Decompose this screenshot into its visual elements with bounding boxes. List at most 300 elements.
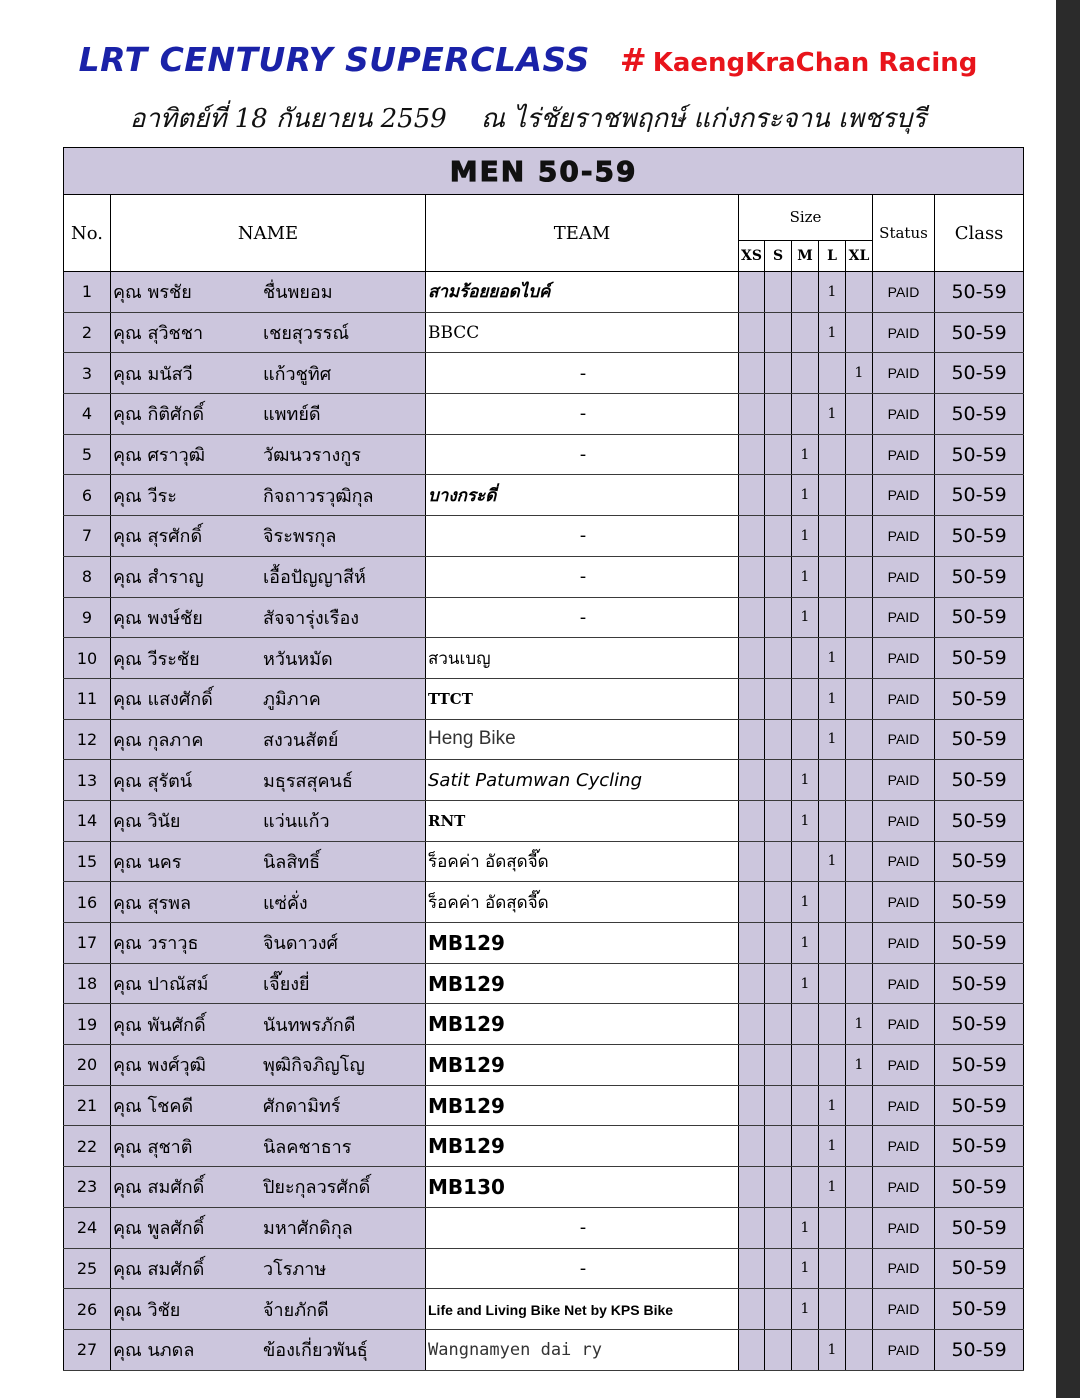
row-number: 24 — [64, 1207, 111, 1248]
class-cell: 50-59 — [935, 678, 1024, 719]
team-name: Satit Patumwan Cycling — [428, 769, 643, 791]
size-s-cell — [765, 1126, 792, 1167]
table-row — [64, 1167, 1024, 1208]
size-m-cell: 1 — [792, 434, 819, 475]
rider-name — [111, 800, 426, 841]
class-cell: 50-59 — [935, 1004, 1024, 1045]
class-cell: 50-59 — [935, 434, 1024, 475]
size-xl-cell — [846, 841, 873, 882]
class-cell: 50-59 — [935, 1329, 1024, 1370]
size-l-cell — [819, 1207, 846, 1248]
size-xl-cell — [846, 312, 873, 353]
last-name: แว่นแก้ว — [263, 811, 330, 833]
row-number: 25 — [64, 1248, 111, 1289]
last-name: แก้วชูทิศ — [263, 363, 332, 385]
last-name: เจี๊ยงยี่ — [263, 974, 310, 996]
rider-name — [111, 1329, 426, 1370]
first-name: คุณ มนัสวี — [113, 363, 193, 385]
last-name: จ้ายภักดี — [263, 1299, 329, 1321]
size-s-cell — [765, 678, 792, 719]
col-header-size: Size — [739, 195, 873, 241]
size-l-cell: 1 — [819, 678, 846, 719]
row-number: 8 — [64, 556, 111, 597]
size-m-cell: 1 — [792, 923, 819, 964]
team-name: MB130 — [428, 1174, 505, 1199]
size-l-cell — [819, 963, 846, 1004]
team-name: MB129 — [428, 971, 505, 996]
size-xs-cell — [739, 434, 765, 475]
class-cell: 50-59 — [935, 1085, 1024, 1126]
table-row — [64, 1207, 1024, 1248]
size-m-cell: 1 — [792, 963, 819, 1004]
class-cell: 50-59 — [935, 882, 1024, 923]
team-cell — [426, 923, 739, 964]
size-s-cell — [765, 556, 792, 597]
team-name: - — [579, 606, 587, 628]
hashtag-symbol: # — [619, 41, 647, 79]
row-number: 18 — [64, 963, 111, 1004]
size-s-cell — [765, 597, 792, 638]
row-number: 17 — [64, 923, 111, 964]
rider-name — [111, 963, 426, 1004]
last-name: มหาศักดิกุล — [263, 1218, 353, 1240]
first-name: คุณ สุวิชชา — [113, 323, 204, 345]
team-cell — [426, 1329, 739, 1370]
size-xl-cell — [846, 1289, 873, 1330]
table-row — [64, 800, 1024, 841]
size-m-cell — [792, 394, 819, 435]
size-xl-cell — [846, 597, 873, 638]
size-xl-cell: 1 — [846, 353, 873, 394]
col-header-status: Status — [873, 195, 935, 272]
size-xl-cell — [846, 963, 873, 1004]
first-name: คุณ นภดล — [113, 1340, 195, 1362]
first-name: คุณ วราวุธ — [113, 933, 199, 955]
rider-name — [111, 923, 426, 964]
row-number: 23 — [64, 1167, 111, 1208]
size-xs-cell — [739, 1289, 765, 1330]
size-s-cell — [765, 1248, 792, 1289]
size-xs-cell — [739, 760, 765, 801]
last-name: สงวนสัตย์ — [263, 729, 339, 751]
size-s-cell — [765, 1207, 792, 1248]
size-header-l: L — [819, 240, 846, 271]
first-name: คุณ สุรัตน์ — [113, 770, 193, 792]
last-name: ชื่นพยอม — [263, 282, 333, 304]
team-cell — [426, 1207, 739, 1248]
table-row — [64, 760, 1024, 801]
rider-name — [111, 1167, 426, 1208]
first-name: คุณ พงษ์ชัย — [113, 607, 203, 629]
size-xs-cell — [739, 800, 765, 841]
row-number: 27 — [64, 1329, 111, 1370]
size-xl-cell — [846, 1207, 873, 1248]
class-cell: 50-59 — [935, 312, 1024, 353]
last-name: วัฒนวรางกูร — [263, 445, 361, 467]
size-l-cell — [819, 923, 846, 964]
size-xs-cell — [739, 719, 765, 760]
size-l-cell — [819, 1045, 846, 1086]
size-xl-cell — [846, 638, 873, 679]
table-row — [64, 434, 1024, 475]
first-name: คุณ วิชัย — [113, 1299, 181, 1321]
size-l-cell — [819, 353, 846, 394]
size-xs-cell — [739, 1085, 765, 1126]
status-cell: PAID — [873, 1167, 935, 1208]
size-l-cell — [819, 760, 846, 801]
team-name: MB129 — [428, 1052, 505, 1077]
rider-name — [111, 841, 426, 882]
class-cell: 50-59 — [935, 556, 1024, 597]
team-cell — [426, 475, 739, 516]
size-xs-cell — [739, 963, 765, 1004]
size-s-cell — [765, 394, 792, 435]
team-name: - — [579, 1217, 587, 1239]
class-cell: 50-59 — [935, 597, 1024, 638]
size-s-cell — [765, 1045, 792, 1086]
status-cell: PAID — [873, 312, 935, 353]
table-row — [64, 882, 1024, 923]
team-cell — [426, 1126, 739, 1167]
size-xl-cell — [846, 1167, 873, 1208]
size-header-s: S — [765, 240, 792, 271]
rider-name — [111, 678, 426, 719]
size-xs-cell — [739, 638, 765, 679]
team-cell — [426, 841, 739, 882]
size-m-cell — [792, 678, 819, 719]
size-xs-cell — [739, 516, 765, 557]
rider-name — [111, 312, 426, 353]
team-cell — [426, 800, 739, 841]
table-row — [64, 1289, 1024, 1330]
team-cell — [426, 1289, 739, 1330]
size-xl-cell — [846, 475, 873, 516]
size-l-cell — [819, 800, 846, 841]
team-cell — [426, 1004, 739, 1045]
row-number: 7 — [64, 516, 111, 557]
last-name: ศักดามิทร์ — [263, 1096, 341, 1118]
size-xl-cell — [846, 434, 873, 475]
row-number: 3 — [64, 353, 111, 394]
table-row — [64, 1004, 1024, 1045]
rider-name — [111, 516, 426, 557]
size-s-cell — [765, 272, 792, 313]
rider-name — [111, 1289, 426, 1330]
last-name: เชยสุวรรณ์ — [263, 323, 350, 345]
size-l-cell — [819, 597, 846, 638]
status-cell: PAID — [873, 800, 935, 841]
size-m-cell — [792, 1329, 819, 1370]
size-s-cell — [765, 760, 792, 801]
first-name: คุณ โชคดี — [113, 1096, 194, 1118]
first-name: คุณ วินัย — [113, 811, 181, 833]
rider-name — [111, 272, 426, 313]
row-number: 26 — [64, 1289, 111, 1330]
size-l-cell — [819, 1289, 846, 1330]
row-number: 20 — [64, 1045, 111, 1086]
rider-name — [111, 1004, 426, 1045]
first-name: คุณ นคร — [113, 851, 182, 873]
team-cell — [426, 963, 739, 1004]
size-m-cell: 1 — [792, 882, 819, 923]
size-xl-cell — [846, 923, 873, 964]
rider-name — [111, 394, 426, 435]
status-cell: PAID — [873, 638, 935, 679]
team-cell — [426, 434, 739, 475]
size-xl-cell — [846, 394, 873, 435]
table-row — [64, 923, 1024, 964]
first-name: คุณ วีระ — [113, 485, 177, 507]
last-name: นันทพรภักดี — [263, 1014, 356, 1036]
hashtag-text: KaengKraChan Racing — [652, 48, 978, 78]
status-cell: PAID — [873, 1004, 935, 1045]
last-name: พุฒิกิจภิญโญ — [263, 1055, 365, 1077]
class-cell: 50-59 — [935, 394, 1024, 435]
last-name: กิจถาวรวุฒิกุล — [263, 485, 374, 507]
team-name: RNT — [428, 812, 466, 831]
event-date: อาทิตย์ที่ 18 กันยายน 2559 — [129, 104, 447, 134]
row-number: 6 — [64, 475, 111, 516]
team-cell — [426, 760, 739, 801]
row-number: 9 — [64, 597, 111, 638]
last-name: แพทย์ดี — [263, 404, 321, 426]
size-xs-cell — [739, 1045, 765, 1086]
last-name: เอื้อปัญญาสีห์ — [263, 567, 366, 589]
row-number: 11 — [64, 678, 111, 719]
class-cell: 50-59 — [935, 475, 1024, 516]
rider-name — [111, 882, 426, 923]
team-cell — [426, 353, 739, 394]
first-name: คุณ กิติศักดิ์ — [113, 404, 205, 426]
status-cell: PAID — [873, 1045, 935, 1086]
last-name: นิลสิทธิ์ — [263, 851, 321, 873]
size-xl-cell — [846, 1085, 873, 1126]
header-title-row — [0, 40, 1056, 79]
status-cell: PAID — [873, 394, 935, 435]
size-xl-cell — [846, 516, 873, 557]
team-name: Heng Bike — [428, 728, 516, 750]
event-subtitle — [0, 98, 1056, 139]
team-name: MB129 — [428, 1093, 505, 1118]
row-number: 21 — [64, 1085, 111, 1126]
table-row — [64, 556, 1024, 597]
team-name: BBCC — [428, 323, 480, 344]
last-name: จิระพรกุล — [263, 526, 337, 548]
size-header-m: M — [792, 240, 819, 271]
size-s-cell — [765, 312, 792, 353]
status-cell: PAID — [873, 353, 935, 394]
team-cell — [426, 312, 739, 353]
last-name: นิลคชาธาร — [263, 1136, 352, 1158]
team-cell — [426, 1085, 739, 1126]
size-s-cell — [765, 638, 792, 679]
first-name: คุณ สำราญ — [113, 567, 204, 589]
status-cell: PAID — [873, 556, 935, 597]
size-m-cell: 1 — [792, 597, 819, 638]
rider-name — [111, 597, 426, 638]
team-name: MB129 — [428, 930, 505, 955]
team-cell — [426, 394, 739, 435]
size-l-cell: 1 — [819, 1167, 846, 1208]
size-m-cell: 1 — [792, 516, 819, 557]
class-cell: 50-59 — [935, 841, 1024, 882]
row-number: 4 — [64, 394, 111, 435]
size-xs-cell — [739, 312, 765, 353]
size-m-cell — [792, 1126, 819, 1167]
table-row — [64, 678, 1024, 719]
status-cell: PAID — [873, 678, 935, 719]
status-cell: PAID — [873, 923, 935, 964]
team-name: - — [579, 1257, 587, 1279]
event-title: LRT CENTURY SUPERCLASS — [78, 40, 590, 79]
team-name: Life and Living Bike Net by KPS Bike — [428, 1301, 674, 1318]
size-s-cell — [765, 475, 792, 516]
size-xl-cell — [846, 800, 873, 841]
team-name: ร็อคค่า อัดสุดจี๊ด — [428, 851, 549, 872]
rider-name — [111, 1126, 426, 1167]
size-xl-cell — [846, 760, 873, 801]
team-cell — [426, 1045, 739, 1086]
size-m-cell: 1 — [792, 556, 819, 597]
team-name: บางกระดี่ — [428, 485, 497, 506]
status-cell: PAID — [873, 719, 935, 760]
row-number: 22 — [64, 1126, 111, 1167]
status-cell: PAID — [873, 272, 935, 313]
first-name: คุณ แสงศักดิ์ — [113, 689, 213, 711]
team-name: - — [579, 566, 587, 588]
table-row — [64, 475, 1024, 516]
status-cell: PAID — [873, 434, 935, 475]
table-row — [64, 272, 1024, 313]
table-row — [64, 1045, 1024, 1086]
last-name: จินดาวงศ์ — [263, 933, 338, 955]
row-number: 10 — [64, 638, 111, 679]
size-xl-cell — [846, 882, 873, 923]
status-cell: PAID — [873, 1126, 935, 1167]
team-name: สามร้อยยอดไบค์ — [428, 282, 551, 303]
status-cell: PAID — [873, 1329, 935, 1370]
size-s-cell — [765, 1329, 792, 1370]
first-name: คุณ สุรศักดิ์ — [113, 526, 203, 548]
team-name: - — [579, 525, 587, 547]
size-xs-cell — [739, 1167, 765, 1208]
status-cell: PAID — [873, 1248, 935, 1289]
size-l-cell: 1 — [819, 394, 846, 435]
class-cell: 50-59 — [935, 1045, 1024, 1086]
size-s-cell — [765, 1004, 792, 1045]
class-cell: 50-59 — [935, 516, 1024, 557]
last-name: ภูมิภาค — [263, 689, 321, 711]
size-l-cell: 1 — [819, 841, 846, 882]
rider-name — [111, 760, 426, 801]
size-s-cell — [765, 1167, 792, 1208]
table-row — [64, 963, 1024, 1004]
rider-name — [111, 556, 426, 597]
team-cell — [426, 516, 739, 557]
table-row — [64, 597, 1024, 638]
team-cell — [426, 678, 739, 719]
row-number: 2 — [64, 312, 111, 353]
last-name: มธุรสสุคนธ์ — [263, 770, 353, 792]
size-s-cell — [765, 963, 792, 1004]
team-name: - — [579, 444, 587, 466]
col-header-name: NAME — [111, 195, 426, 272]
status-cell: PAID — [873, 516, 935, 557]
team-name: สวนเบญ — [428, 648, 491, 669]
size-m-cell — [792, 719, 819, 760]
rider-name — [111, 353, 426, 394]
size-s-cell — [765, 516, 792, 557]
registration-table — [63, 147, 1024, 1371]
size-m-cell — [792, 841, 819, 882]
size-xs-cell — [739, 1126, 765, 1167]
last-name: วโรภาษ — [263, 1258, 327, 1280]
size-m-cell — [792, 1045, 819, 1086]
size-m-cell — [792, 1167, 819, 1208]
class-cell: 50-59 — [935, 923, 1024, 964]
table-row — [64, 841, 1024, 882]
size-xl-cell: 1 — [846, 1045, 873, 1086]
status-cell: PAID — [873, 963, 935, 1004]
size-m-cell — [792, 1085, 819, 1126]
size-l-cell — [819, 882, 846, 923]
team-name: - — [579, 362, 587, 384]
row-number: 12 — [64, 719, 111, 760]
size-l-cell: 1 — [819, 638, 846, 679]
size-xs-cell — [739, 1207, 765, 1248]
size-xs-cell — [739, 272, 765, 313]
table-row — [64, 1248, 1024, 1289]
size-s-cell — [765, 923, 792, 964]
size-l-cell: 1 — [819, 272, 846, 313]
team-name: ร็อคค่า อัดสุดจี๊ด — [428, 892, 549, 913]
team-name: Wangnamyen dai ry — [428, 1340, 602, 1361]
rider-name — [111, 719, 426, 760]
size-xs-cell — [739, 556, 765, 597]
first-name: คุณ พงศ์วุฒิ — [113, 1055, 206, 1077]
status-cell: PAID — [873, 1289, 935, 1330]
size-l-cell: 1 — [819, 1126, 846, 1167]
size-m-cell: 1 — [792, 1207, 819, 1248]
class-cell: 50-59 — [935, 1126, 1024, 1167]
row-number: 15 — [64, 841, 111, 882]
row-number: 5 — [64, 434, 111, 475]
row-number: 16 — [64, 882, 111, 923]
table-row — [64, 719, 1024, 760]
team-cell — [426, 1248, 739, 1289]
status-cell: PAID — [873, 760, 935, 801]
team-cell — [426, 272, 739, 313]
table-row — [64, 353, 1024, 394]
col-header-no: No. — [64, 195, 111, 272]
size-l-cell — [819, 556, 846, 597]
size-s-cell — [765, 1289, 792, 1330]
size-s-cell — [765, 800, 792, 841]
class-cell: 50-59 — [935, 1167, 1024, 1208]
size-header-xs: XS — [739, 240, 765, 271]
last-name: ข้องเกี่ยวพันธุ์ — [263, 1340, 368, 1362]
table-row — [64, 638, 1024, 679]
size-m-cell — [792, 638, 819, 679]
team-name: - — [579, 403, 587, 425]
size-xl-cell — [846, 1329, 873, 1370]
size-s-cell — [765, 353, 792, 394]
class-cell: 50-59 — [935, 353, 1024, 394]
last-name: สัจจารุ่งเรือง — [263, 607, 360, 629]
size-l-cell: 1 — [819, 719, 846, 760]
row-number: 19 — [64, 1004, 111, 1045]
status-cell: PAID — [873, 597, 935, 638]
